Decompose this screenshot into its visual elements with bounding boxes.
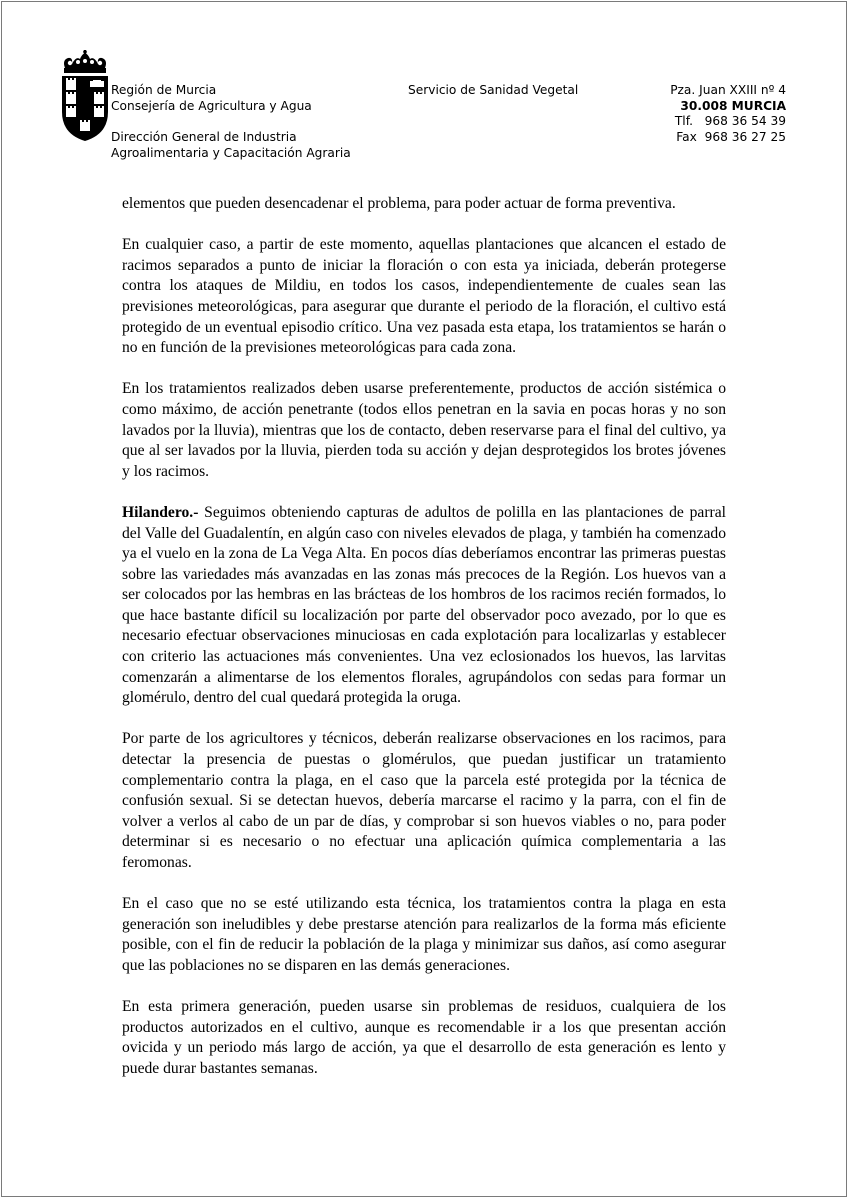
- paragraph-1: elementos que pueden desencadenar el problema, para poder actuar de forma preventiva.: [122, 195, 676, 212]
- paragraph-3: En los tratamientos realizados deben usarse preferentemente, productos de acción sistémica o como máximo, de acción penetrante (todos ellos penetran en la savia en pocas horas y no son lavados por la lluvia), mientras que los de contacto, deben reservarse para el final del cultivo, ya que al ser lavados por la lluvia, pierden toda su acción y dejan desprotegidos los brotes jóvenes y los racimos.: [122, 380, 726, 480]
- service-name: Servicio de Sanidad Vegetal: [408, 83, 579, 97]
- postal-city: 30.008 MURCIA: [680, 98, 786, 113]
- region-coat-of-arms-logo: [60, 50, 110, 142]
- directorate-name-line2: Agroalimentaria y Capacitación Agraria: [111, 145, 351, 160]
- document-body: [122, 194, 726, 1100]
- address-block: [670, 83, 786, 145]
- directorate-name-line1: Dirección General de Industria: [111, 130, 297, 144]
- paragraph-hilandero: [122, 503, 726, 709]
- paragraph-6: En el caso que no se esté utilizando esta técnica, los tratamientos contra la plaga en esta generación son ineludibles y debe prestarse atención para realizarlos de la forma más eficiente posible, con el fin de reducir la población de la plaga y minimizar sus daños, así como asegurar que las poblaciones no se disparen en las demás generaciones.: [122, 895, 726, 974]
- fax-number: Fax 968 36 27 25: [676, 129, 786, 144]
- hilandero-text: Seguimos obteniendo capturas de adultos de polilla en las plantaciones de parral del Valle del Guadalentín, en algún caso con niveles elevados de plaga, y también ha comenzado ya el vuelo en la zona de La Vega Alta. En pocos días deberíamos encontrar las primeras puestas sobre las variedades más avanzadas en las zonas más precoces de la Región. Los huevos van a ser colocados por las hembras en las brácteas de los hombros de los racimos recién formados, lo que hace bastante difícil su localización por parte del observador poco avezado, por lo que es necesario efectuar observaciones minuciosas en cada explotación para localizarlas y establecer con criterio las actuaciones más convenientes. Una vez eclosionados los huevos, las larvitas comenzarán a alimentarse de los elementos florales, agrupándolos con sedas para formar un glomérulo, dentro del cual quedará protegida la oruga.: [122, 503, 726, 707]
- organization-block: [111, 83, 381, 161]
- street-address: Pza. Juan XXIII nº 4: [670, 83, 786, 97]
- ministry-name: Consejería de Agricultura y Agua: [111, 98, 312, 113]
- paragraph-7: En esta primera generación, pueden usarse sin problemas de residuos, cualquiera de los productos autorizados en el cultivo, aunque es recomendable ir a los que presentan acción ovicida y un periodo más largo de acción, ya que el desarrollo de esta generación es lento y puede durar bastantes semanas.: [122, 998, 726, 1077]
- phone-number: Tlf. 968 36 54 39: [674, 114, 786, 128]
- hilandero-heading: Hilandero.-: [122, 503, 199, 521]
- paragraph-5: Por parte de los agricultores y técnicos, deberán realizarse observaciones en los racimos, para detectar la presencia de puestas o glomérulos, que puedan justificar un tratamiento complementario contra la plaga, en el caso que la parcela esté protegida por la técnica de confusión sexual. Si se detectan huevos, debería marcarse el racimo y la parra, con el fin de volver a verlos al cabo de un par de días, y comprobar si son huevos viables o no, para poder determinar si es necesario o no efectuar una aplicación química complementaria a las feromonas.: [122, 730, 726, 871]
- region-name: Región de Murcia: [111, 83, 217, 97]
- paragraph-2: En cualquier caso, a partir de este momento, aquellas plantaciones que alcancen el estado de racimos separados a punto de iniciar la floración o con esta ya iniciada, deberán protegerse contra los ataques de Mildiu, en todos los casos, independientemente de cuales sean las previsiones meteorológicas, para asegurar que durante el periodo de la floración, el cultivo está protegido de un eventual episodio crítico. Una vez pasada esta etapa, los tratamientos se harán o no en función de la previsiones meteorológicas para cada zona.: [122, 236, 726, 357]
